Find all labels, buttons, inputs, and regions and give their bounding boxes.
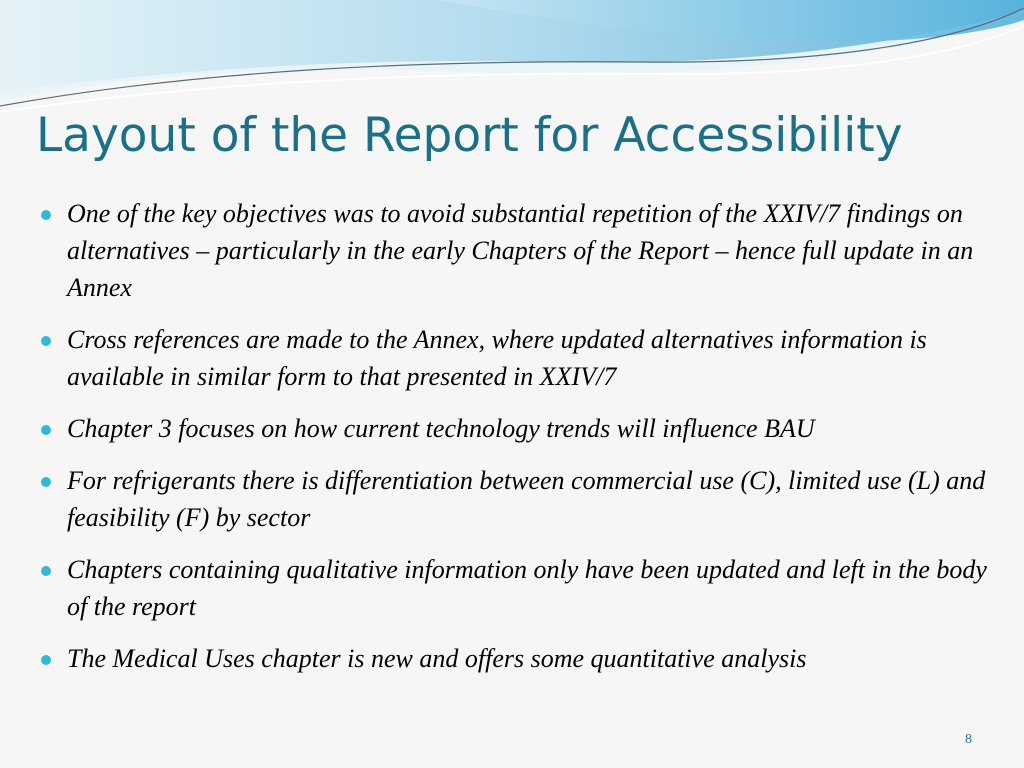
- bullet-item-qualitative-chapters: [36, 551, 998, 625]
- bullet-item-refrigerants: [36, 462, 998, 536]
- bullet-list: [36, 195, 998, 692]
- slide-title: Layout of the Report for Accessibility: [36, 108, 903, 163]
- bullet-text: Cross references are made to the Annex, where updated alternatives information is available in similar form to that presented in XXIV/7: [67, 325, 927, 391]
- bullet-text: One of the key objectives was to avoid substantial repetition of the XXIV/7 findings on alternatives – particularly in the early Chapters of the Report – hence full update in an Annex: [67, 199, 974, 302]
- bullet-item-cross-references: [36, 321, 998, 395]
- bullet-text: For refrigerants there is differentiation between commercial use (C), limited use (L) and feasibility (F) by sector: [67, 466, 986, 532]
- bullet-text: The Medical Uses chapter is new and offers some quantitative analysis: [67, 644, 807, 673]
- bullet-item-medical-uses: [36, 640, 998, 677]
- bullet-text: Chapter 3 focuses on how current technology trends will influence BAU: [67, 414, 815, 443]
- bullet-dot-icon: [41, 655, 51, 665]
- page-number: 8: [965, 732, 972, 747]
- bullet-dot-icon: [41, 210, 51, 220]
- bullet-text: Chapters containing qualitative information only have been updated and left in the body of the report: [67, 555, 987, 621]
- bullet-item-objectives: [36, 195, 998, 306]
- header-wave-decoration: [0, 0, 1024, 120]
- bullet-dot-icon: [41, 477, 51, 487]
- bullet-item-chapter-3: [36, 410, 998, 447]
- bullet-dot-icon: [41, 425, 51, 435]
- bullet-dot-icon: [41, 566, 51, 576]
- bullet-dot-icon: [41, 336, 51, 346]
